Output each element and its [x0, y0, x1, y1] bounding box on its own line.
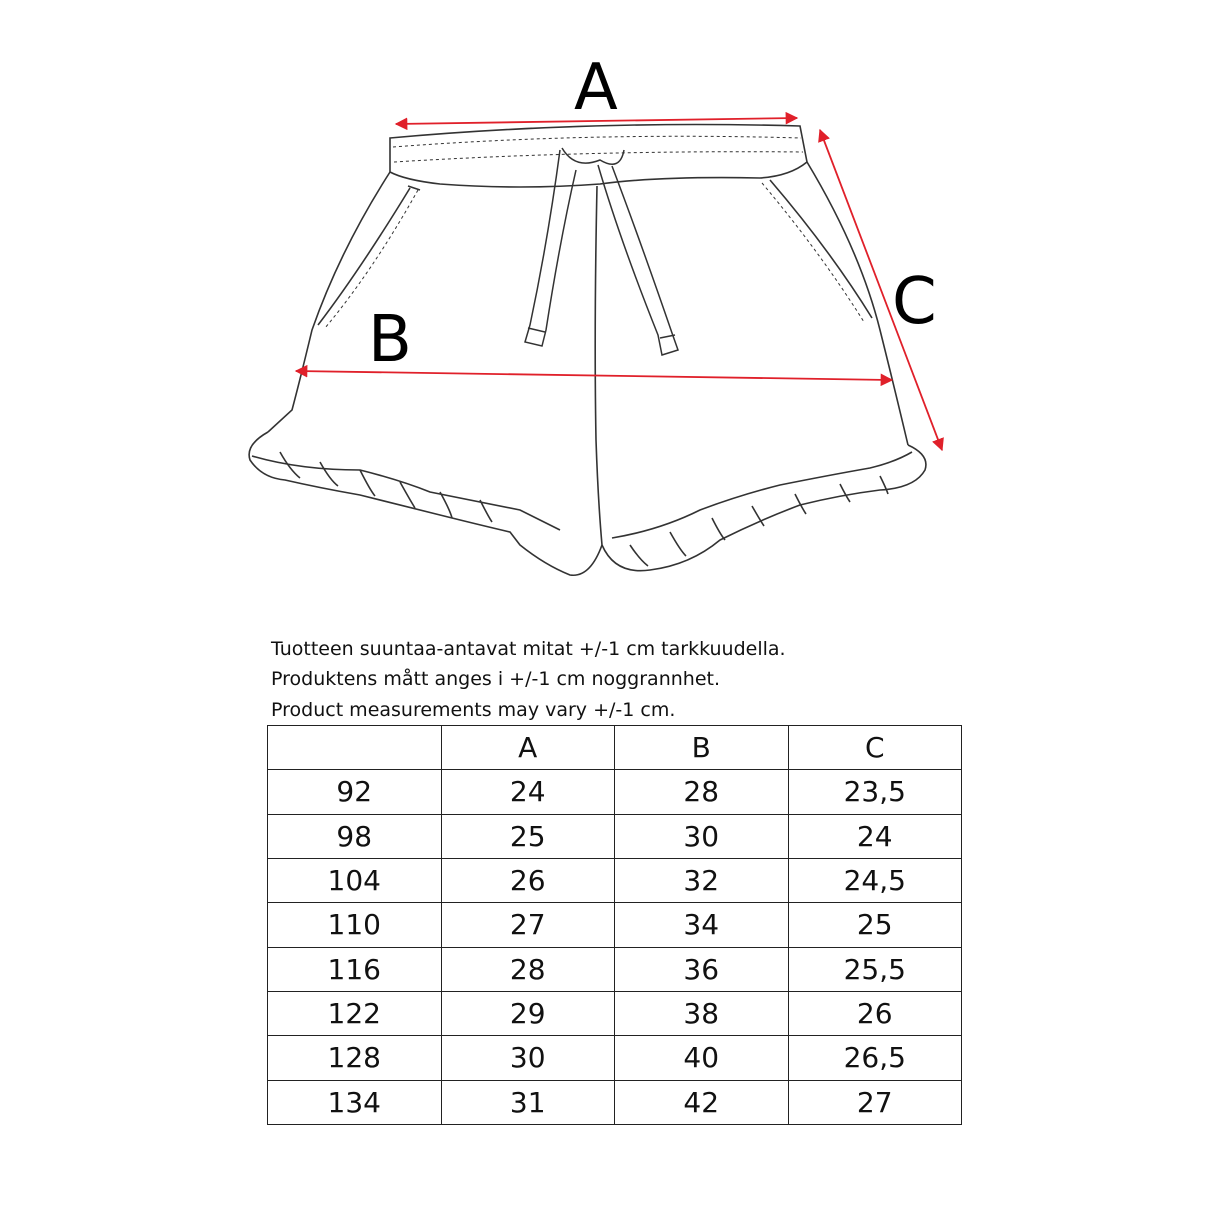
a-cell: 27 [441, 903, 615, 947]
size-cell: 92 [268, 770, 442, 814]
measurement-arrows [296, 118, 942, 450]
c-cell: 26,5 [788, 1036, 962, 1080]
c-cell: 27 [788, 1080, 962, 1124]
measure-label-c: C [892, 265, 937, 339]
header-cell-c: C [788, 726, 962, 770]
b-cell: 42 [615, 1080, 789, 1124]
a-cell: 25 [441, 814, 615, 858]
c-cell: 23,5 [788, 770, 962, 814]
table-row [268, 1080, 962, 1124]
b-cell: 38 [615, 991, 789, 1035]
a-cell: 30 [441, 1036, 615, 1080]
a-cell: 29 [441, 991, 615, 1035]
size-table [267, 725, 962, 1125]
c-cell: 24 [788, 814, 962, 858]
b-cell: 28 [615, 770, 789, 814]
size-cell: 116 [268, 947, 442, 991]
size-cell: 104 [268, 858, 442, 902]
size-cell: 134 [268, 1080, 442, 1124]
table-row [268, 814, 962, 858]
b-cell: 34 [615, 903, 789, 947]
table-header-row [268, 726, 962, 770]
ruffle-hem [249, 432, 926, 575]
table-row [268, 947, 962, 991]
c-cell: 24,5 [788, 858, 962, 902]
b-cell: 36 [615, 947, 789, 991]
c-cell: 26 [788, 991, 962, 1035]
measure-label-b: B [368, 303, 412, 377]
table-row [268, 903, 962, 947]
table-row [268, 991, 962, 1035]
table-row [268, 858, 962, 902]
c-cell: 25,5 [788, 947, 962, 991]
a-cell: 28 [441, 947, 615, 991]
a-cell: 26 [441, 858, 615, 902]
table-row [268, 1036, 962, 1080]
table-row [268, 770, 962, 814]
a-cell: 31 [441, 1080, 615, 1124]
header-cell-size [268, 726, 442, 770]
size-cell: 128 [268, 1036, 442, 1080]
size-cell: 98 [268, 814, 442, 858]
size-cell: 110 [268, 903, 442, 947]
b-cell: 30 [615, 814, 789, 858]
a-cell: 24 [441, 770, 615, 814]
waistband [390, 125, 807, 188]
shorts-body [268, 162, 908, 545]
b-cell: 40 [615, 1036, 789, 1080]
header-cell-b: B [615, 726, 789, 770]
header-cell-a: A [441, 726, 615, 770]
measure-label-a: A [574, 51, 618, 125]
b-cell: 32 [615, 858, 789, 902]
note-swedish: Produktens mått anges i +/-1 cm noggrannhet. [271, 668, 720, 690]
note-english: Product measurements may vary +/-1 cm. [271, 699, 676, 721]
c-cell: 25 [788, 903, 962, 947]
size-cell: 122 [268, 991, 442, 1035]
note-finnish: Tuotteen suuntaa-antavat mitat +/-1 cm tarkkuudella. [271, 638, 786, 660]
